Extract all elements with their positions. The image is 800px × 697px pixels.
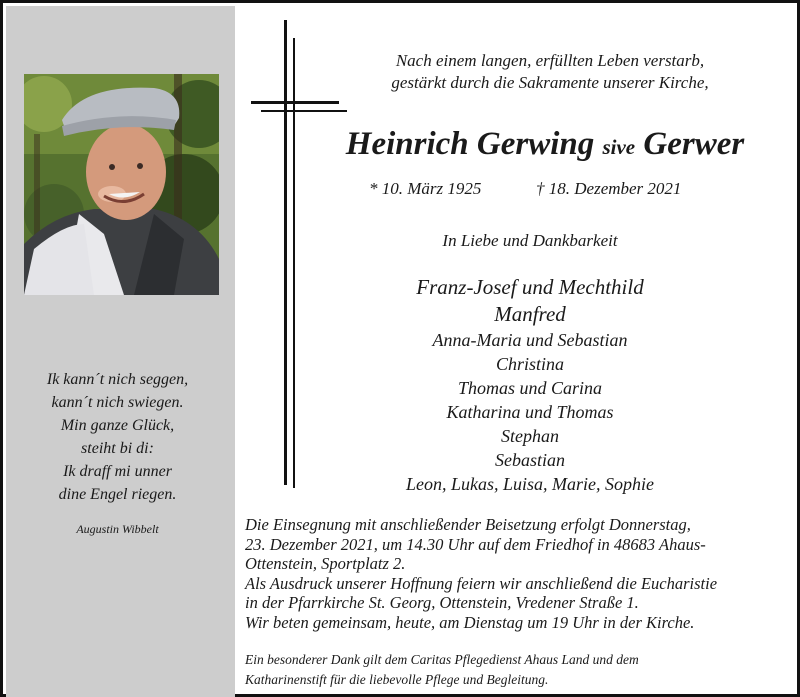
intro-line: gestärkt durch die Sakramente unserer Kirche,	[391, 73, 709, 92]
family-member: Stephan	[501, 426, 559, 446]
cross-vertical-bar	[284, 20, 287, 485]
deceased-name	[300, 122, 790, 169]
funeral-line: Die Einsegnung mit anschließender Beisetzung erfolgt Donnerstag,	[245, 515, 691, 534]
family-member: Thomas und Carina	[457, 378, 603, 398]
birth-date: * 10. März 1925	[369, 179, 482, 198]
poem-line: steiht bi di:	[81, 440, 154, 457]
intro-text	[360, 50, 740, 94]
life-dates	[300, 178, 780, 200]
family-member: Sebastian	[495, 450, 565, 470]
poem-line: Min ganze Glück,	[60, 417, 175, 434]
intro-line: Nach einem langen, erfüllten Leben verstarb,	[395, 51, 705, 70]
portrait-illustration	[24, 74, 219, 295]
family-member: Katharina und Thomas	[446, 402, 614, 422]
poem-line: Ik draff mi unner	[63, 463, 172, 480]
family-list	[360, 274, 700, 496]
funeral-details	[245, 515, 795, 632]
poem-line: Ik kann´t nich seggen,	[46, 371, 189, 388]
death-date: † 18. Dezember 2021	[536, 179, 682, 198]
family-member: Christina	[495, 354, 565, 374]
deceased-alt-name: Gerwer	[643, 126, 745, 162]
portrait-photo	[24, 74, 219, 295]
family-line: Manfred	[494, 302, 566, 326]
family-member: Anna-Maria und Sebastian	[432, 330, 628, 350]
cross-horizontal-bar-inner	[261, 110, 347, 112]
poem-line: dine Engel riegen.	[58, 486, 177, 503]
thanks-note	[245, 650, 795, 690]
cross-horizontal-bar	[251, 101, 339, 104]
thanks-line: Ein besonderer Dank gilt dem Caritas Pflegedienst Ahaus Land und dem	[245, 652, 639, 667]
thanks-line: Katharinenstift für die liebevolle Pflege und Begleitung.	[245, 672, 549, 687]
family-member: Leon, Lukas, Luisa, Marie, Sophie	[405, 474, 654, 494]
funeral-line: Ottenstein, Sportplatz 2.	[245, 554, 406, 573]
funeral-line: Wir beten gemeinsam, heute, am Dienstag um 19 Uhr in der Kirche.	[245, 612, 695, 632]
deceased-first-name: Heinrich Gerwing	[345, 126, 595, 162]
funeral-line: Als Ausdruck unserer Hoffnung feiern wir anschließend die Eucharistie	[245, 573, 718, 593]
family-line: Franz-Josef und Mechthild	[416, 275, 644, 299]
funeral-line: in der Pfarrkirche St. Georg, Ottenstein, Vredener Straße 1.	[245, 593, 639, 612]
poem-line: kann´t nich swiegen.	[51, 394, 184, 411]
poem	[3, 368, 232, 506]
poem-author: Augustin Wibbelt	[76, 522, 159, 536]
sive-word: sive	[602, 135, 636, 159]
dedication: In Liebe und Dankbarkeit	[442, 231, 618, 250]
cross-vertical-bar-inner	[293, 38, 295, 488]
funeral-line: 23. Dezember 2021, um 14.30 Uhr auf dem Friedhof in 48683 Ahaus-	[245, 534, 706, 554]
